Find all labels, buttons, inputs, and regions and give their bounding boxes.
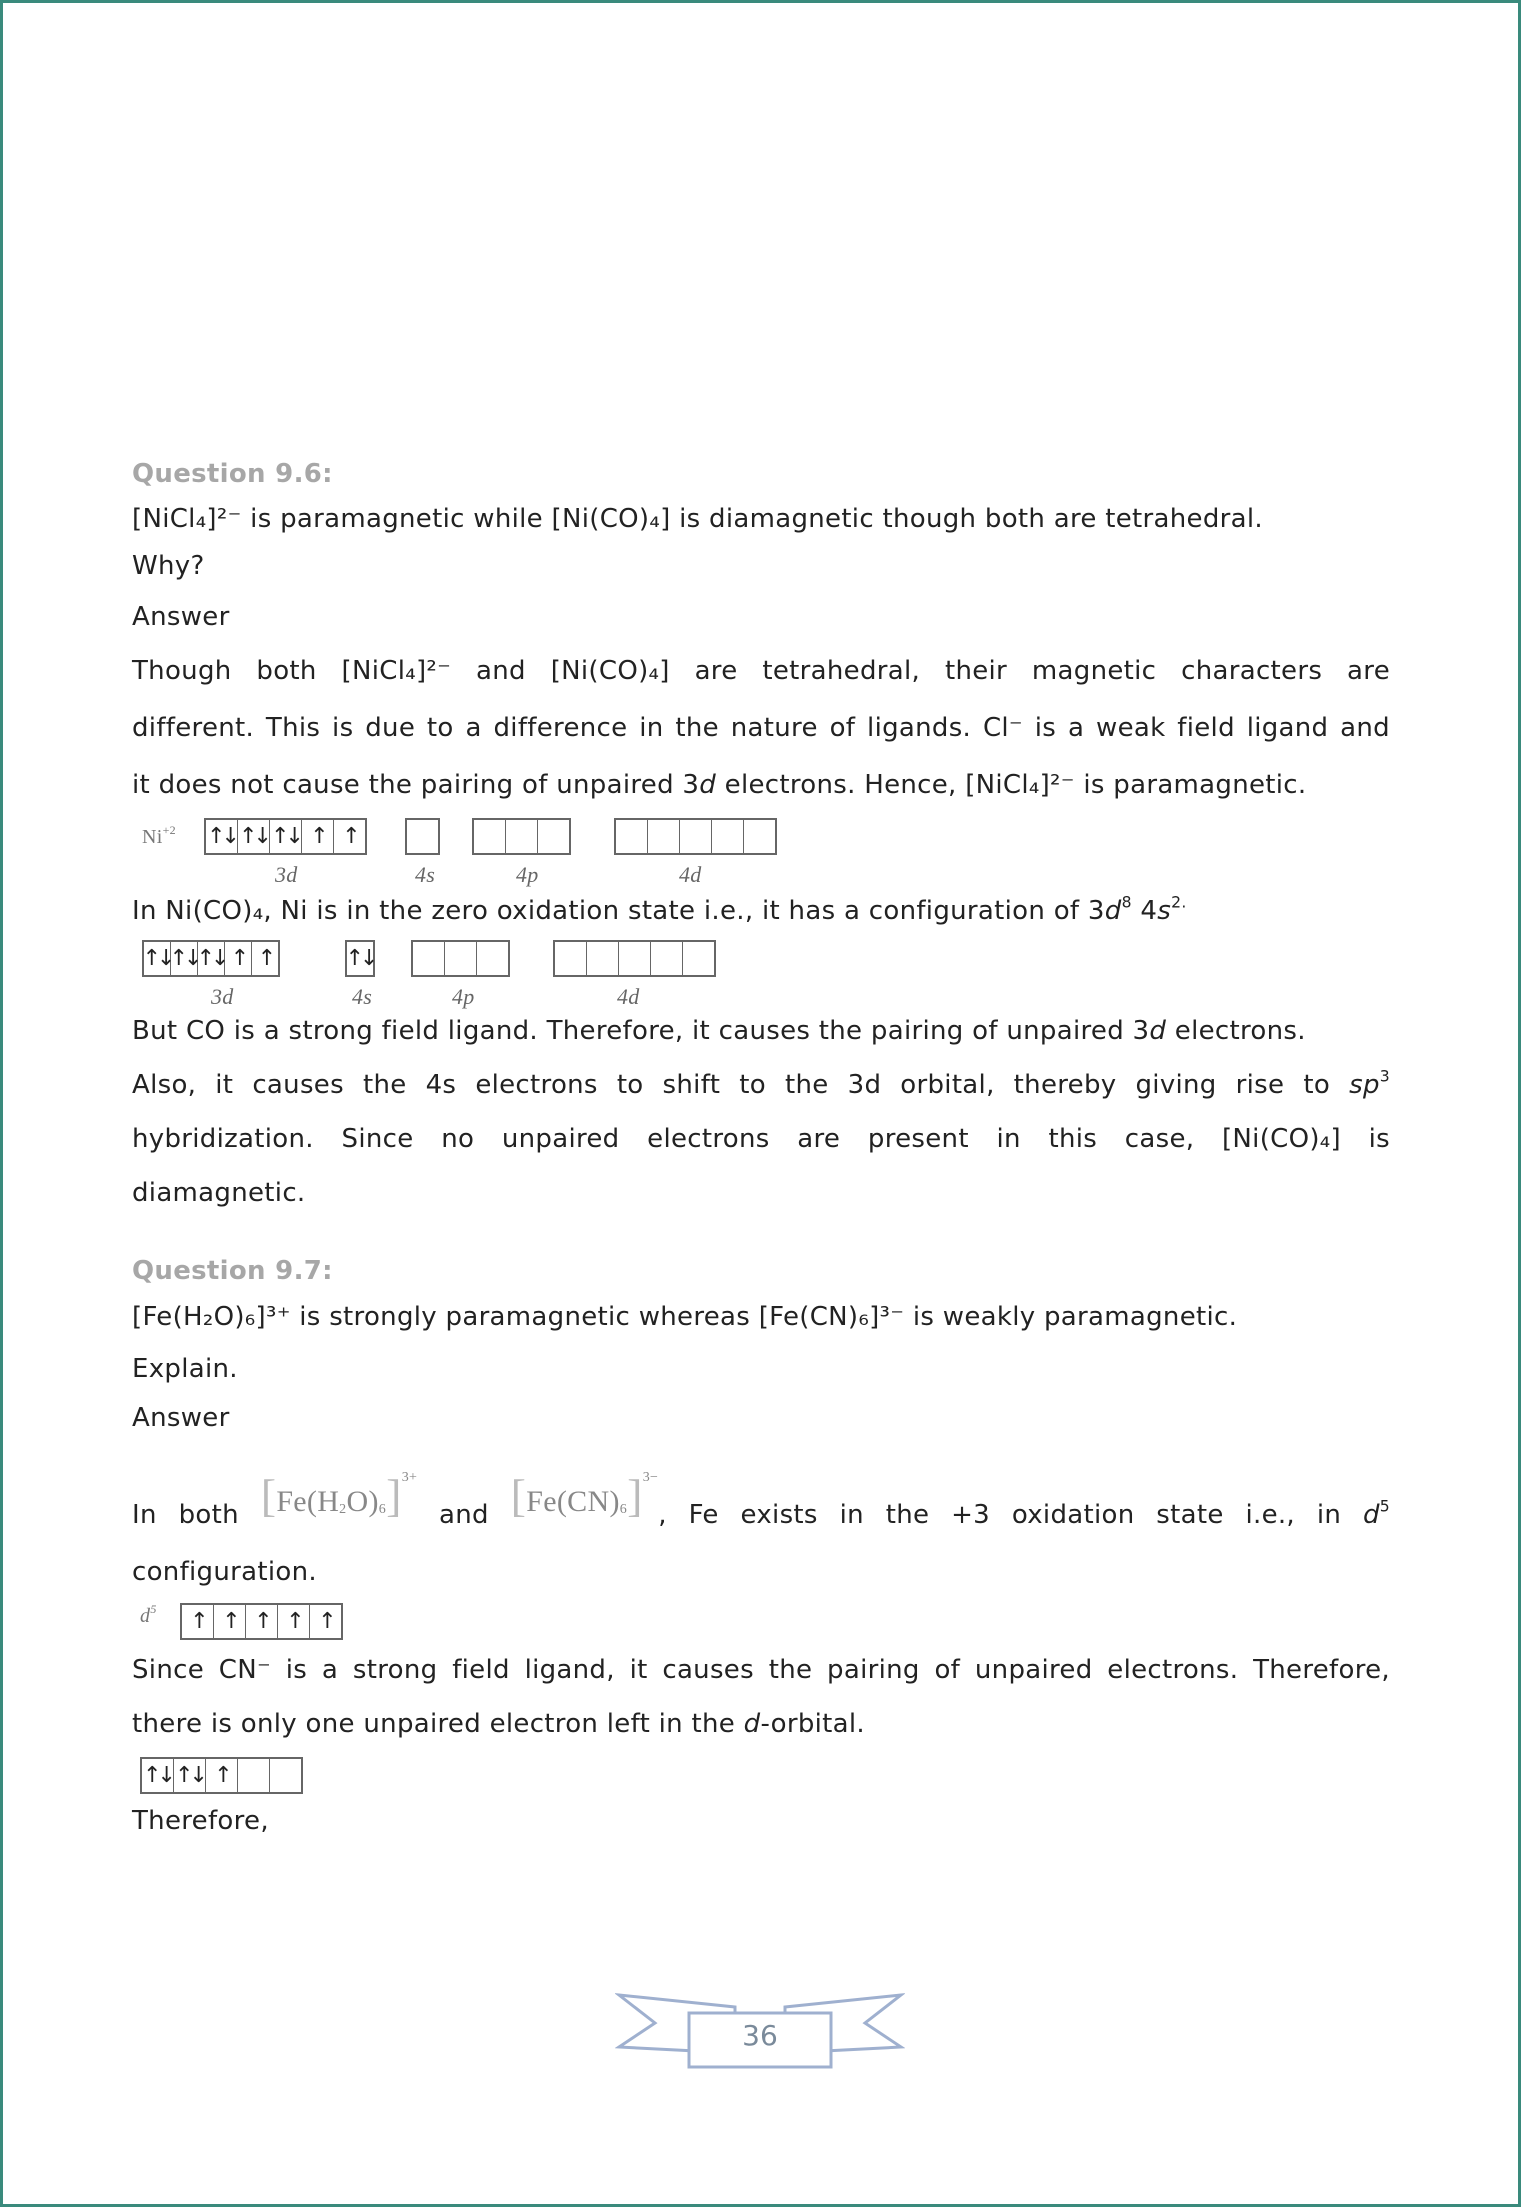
- orbital-box: [477, 942, 508, 975]
- text: Also, it causes the 4s electrons to shift to the 3d orbital, thereby giving rise to: [132, 1070, 1350, 1100]
- orbital-box: ↑: [225, 942, 252, 975]
- answer-label: Answer: [132, 602, 230, 632]
- orbital-box: ↑↓: [198, 942, 225, 975]
- orbital-box: [413, 942, 445, 975]
- superscript: 8: [1121, 893, 1132, 912]
- orbital-box: [648, 820, 680, 853]
- orbital-4s: [345, 940, 375, 977]
- superscript: 2.: [1171, 893, 1187, 912]
- text: electrons.: [1166, 1016, 1306, 1046]
- orbital-box: ↑: [302, 820, 334, 853]
- answer-9-7-line-2: configuration.: [132, 1557, 317, 1587]
- orbital-box: ↑↓: [345, 946, 375, 971]
- page-number: 36: [742, 2019, 778, 2052]
- question-9-7-title: Question 9.7:: [132, 1256, 333, 1286]
- superscript: 5: [1379, 1497, 1390, 1516]
- document-body: [132, 455, 1390, 1841]
- orbital-box: [712, 820, 744, 853]
- answer-9-7-therefore: Therefore,: [132, 1806, 269, 1836]
- orbital-box: [744, 820, 775, 853]
- text: But CO is a strong field ligand. Therefore, it causes the pairing of unpaired 3: [132, 1016, 1150, 1046]
- question-9-6-why: Why?: [132, 551, 205, 581]
- orbital-box: [587, 942, 619, 975]
- page-number-ribbon: [615, 1985, 905, 2073]
- orbital-box: ↑: [246, 1605, 278, 1638]
- orbital-label: 4d: [617, 984, 640, 1009]
- text-italic: d: [743, 1709, 761, 1739]
- text: , Fe exists in the +3 oxidation state i.e., in: [658, 1500, 1363, 1530]
- orbital-box: ↑: [257, 946, 273, 971]
- answer-9-6-line-3: [132, 757, 1390, 814]
- orbital-label: 4p: [516, 862, 539, 887]
- text-italic: sp: [1349, 1070, 1380, 1100]
- text: In Ni(CO)₄, Ni is in the zero oxidation state i.e., it has a configuration of 3: [132, 896, 1105, 926]
- d5-label: $d^5$: [140, 1602, 157, 1627]
- orbital-d: [140, 1757, 303, 1794]
- orbital-box: [474, 820, 506, 853]
- orbital-box: ↑: [318, 1609, 333, 1634]
- text: 4: [1131, 896, 1158, 926]
- question-9-7-explain: Explain.: [132, 1354, 238, 1384]
- question-9-7-text: [Fe(H₂O)₆]³⁺ is strongly paramagnetic whereas [Fe(CN)₆]³⁻ is weakly paramagnetic.: [132, 1302, 1238, 1332]
- orbital-label: 3d: [211, 984, 234, 1009]
- text: it does not cause the pairing of unpaired 3: [132, 770, 700, 800]
- orbital-box: [619, 942, 651, 975]
- orbital-box: ↑: [278, 1605, 310, 1638]
- formula-fe-h2o-6: $[Fe(H_2O)_6]^{3+}$: [260, 1470, 418, 1521]
- orbital-diagram-ni2: [132, 814, 1390, 904]
- orbital-4p: [411, 940, 510, 977]
- orbital-4d: [614, 818, 777, 855]
- orbital-4s: [405, 818, 440, 855]
- text: -orbital.: [760, 1709, 865, 1739]
- orbital-box: ↑↓: [206, 820, 238, 853]
- answer-9-6-co-line-2: [132, 1058, 1390, 1112]
- text: electrons. Hence, [NiCl₄]²⁻ is paramagnetic.: [716, 770, 1307, 800]
- orbital-label: 4p: [452, 984, 475, 1009]
- text: and: [439, 1500, 489, 1530]
- text-italic: d: [1362, 1500, 1380, 1530]
- orbital-diagram-fe-cn: [132, 1755, 1390, 1801]
- orbital-box: ↑↓: [144, 942, 171, 975]
- orbital-box: ↑: [182, 1605, 214, 1638]
- orbital-box: [270, 1759, 301, 1792]
- orbital-box: ↑↓: [171, 942, 198, 975]
- answer-9-6-line-2: different. This is due to a difference in the nature of ligands. Cl⁻ is a weak field ligand and: [132, 713, 1390, 743]
- orbital-d: [180, 1603, 343, 1640]
- answer-9-7-line-1: [132, 1462, 1390, 1549]
- question-9-6-text: [NiCl₄]²⁻ is paramagnetic while [Ni(CO)₄] is diamagnetic though both are tetrahedral.: [132, 504, 1263, 534]
- text: there is only one unpaired electron left in the: [132, 1709, 744, 1739]
- orbital-box: ↑: [214, 1605, 246, 1638]
- orbital-diagram-d5: [132, 1599, 1390, 1649]
- orbital-box: ↑↓: [238, 820, 270, 853]
- orbital-box: ↑: [206, 1759, 238, 1792]
- answer-9-7-cn-line-2: [132, 1697, 1390, 1751]
- text-italic: d: [699, 770, 717, 800]
- orbital-box: [680, 820, 712, 853]
- orbital-box: [683, 942, 714, 975]
- orbital-label: 4s: [415, 862, 436, 887]
- text: In both: [132, 1500, 239, 1530]
- superscript: 3: [1379, 1067, 1390, 1086]
- answer-9-6-co-line-3: hybridization. Since no unpaired electrons are present in this case, [Ni(CO)₄] is: [132, 1124, 1390, 1154]
- orbital-box: ↑: [342, 824, 357, 849]
- text-italic: s: [1157, 896, 1172, 926]
- text-italic: d: [1149, 1016, 1167, 1046]
- ion-label: $Ni^{+2}$: [142, 823, 176, 848]
- answer-9-6-line-1: Though both [NiCl₄]²⁻ and [Ni(CO)₄] are tetrahedral, their magnetic characters are: [132, 656, 1390, 686]
- question-9-6-title: Question 9.6:: [132, 459, 333, 489]
- orbital-box: [238, 1759, 270, 1792]
- orbital-4d: [553, 940, 716, 977]
- orbital-3d: [142, 940, 280, 977]
- answer-9-7-cn-line-1: Since CN⁻ is a strong field ligand, it causes the pairing of unpaired electrons. Therefore,: [132, 1655, 1390, 1685]
- orbital-box: [651, 942, 683, 975]
- orbital-box: ↑↓: [174, 1759, 206, 1792]
- orbital-box: ↑↓: [270, 820, 302, 853]
- orbital-4p: [472, 818, 571, 855]
- orbital-3d: [204, 818, 367, 855]
- formula-fe-cn-6: $[Fe(CN)_6]^{3-}$: [510, 1470, 659, 1521]
- orbital-label: 4s: [352, 984, 373, 1009]
- orbital-box: [445, 942, 477, 975]
- orbital-box: ↑↓: [142, 1759, 174, 1792]
- orbital-label: 4d: [679, 862, 702, 887]
- orbital-box: [506, 820, 538, 853]
- answer-label: Answer: [132, 1403, 230, 1433]
- orbital-box: [407, 820, 438, 853]
- orbital-box: [538, 820, 569, 853]
- orbital-box: [616, 820, 648, 853]
- text-italic: d: [1104, 896, 1122, 926]
- orbital-diagram-ni0: [132, 936, 1390, 1020]
- orbital-box: [555, 942, 587, 975]
- answer-9-6-co-line-4: diamagnetic.: [132, 1178, 306, 1208]
- orbital-label: 3d: [275, 862, 298, 887]
